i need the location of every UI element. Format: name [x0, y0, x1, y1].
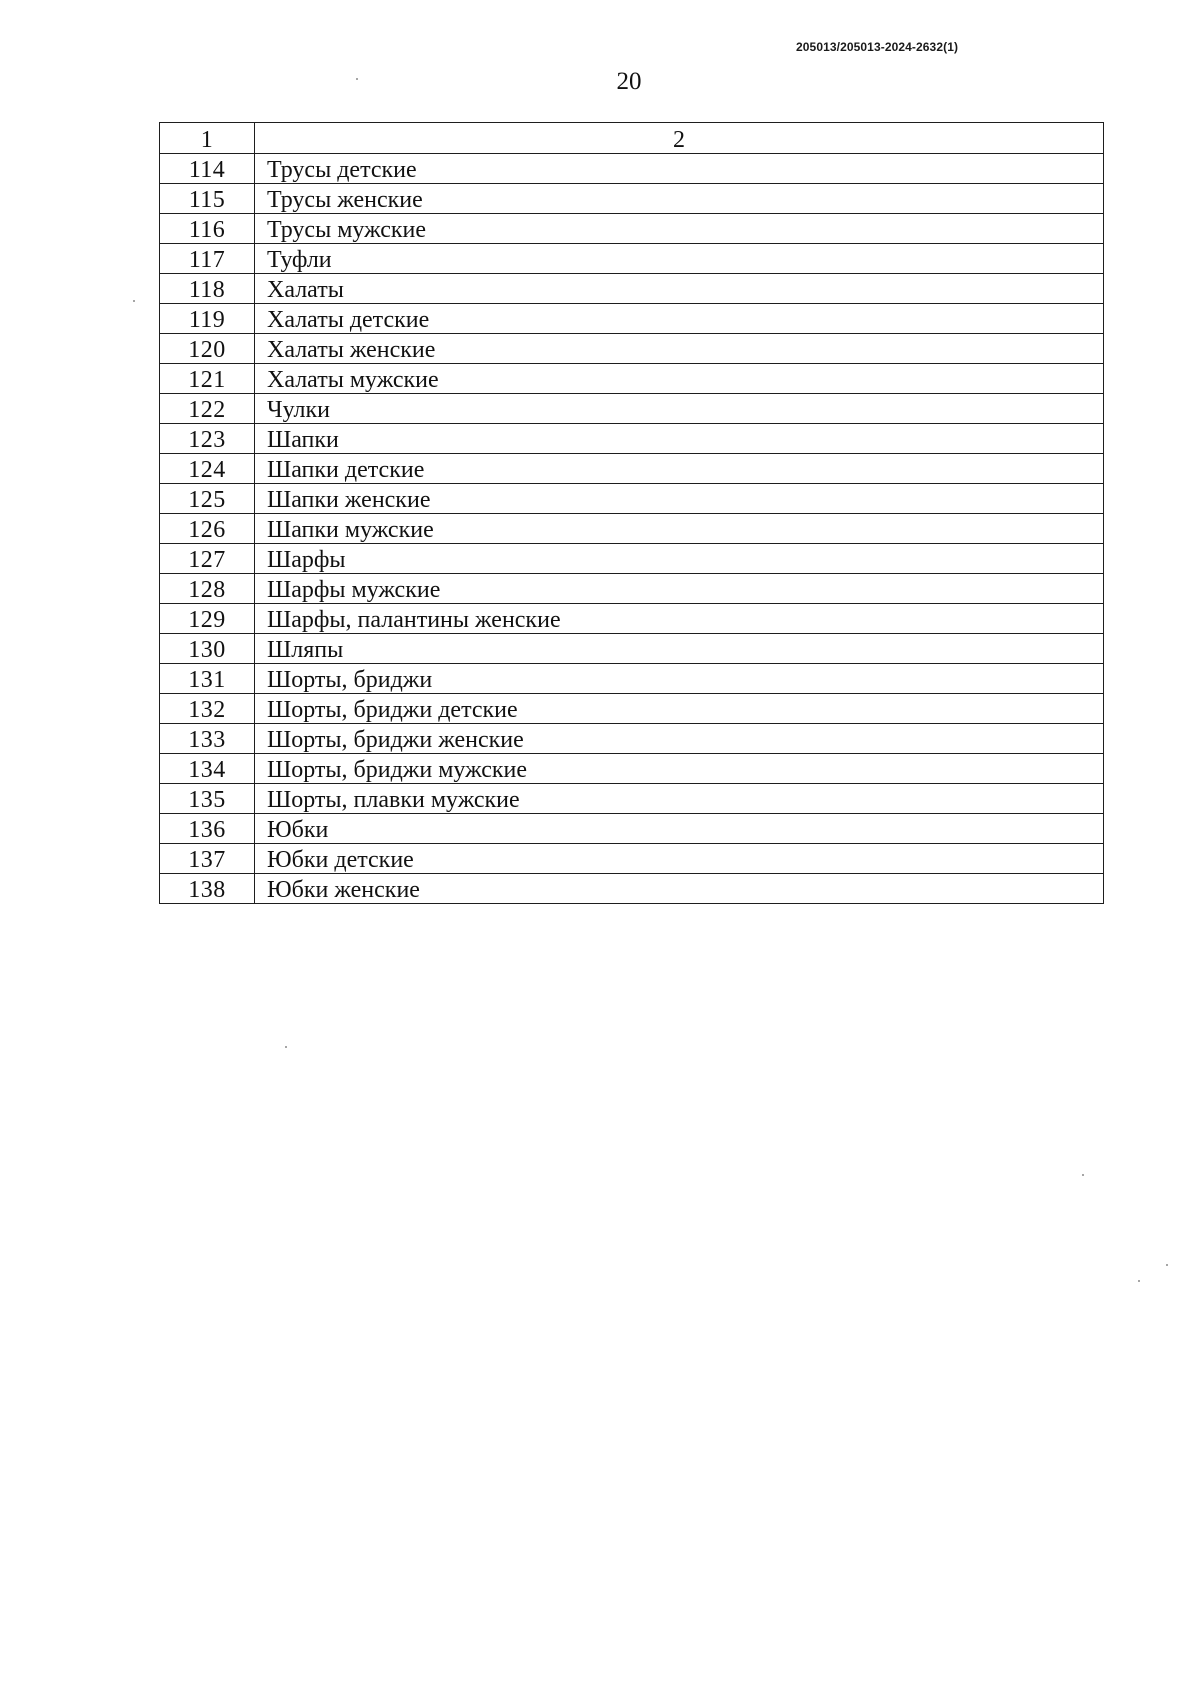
row-number: 132	[160, 694, 255, 724]
row-item-name: Халаты женские	[255, 334, 1104, 364]
row-number: 123	[160, 424, 255, 454]
scan-speck	[1138, 1280, 1140, 1282]
row-item-name: Шапки	[255, 424, 1104, 454]
table-row	[160, 724, 1104, 754]
row-item-name: Шорты, бриджи женские	[255, 724, 1104, 754]
row-number: 138	[160, 874, 255, 904]
row-item-name: Юбки детские	[255, 844, 1104, 874]
row-number: 125	[160, 484, 255, 514]
items-table	[159, 122, 1104, 904]
table-row	[160, 634, 1104, 664]
row-item-name: Юбки	[255, 814, 1104, 844]
row-item-name: Шарфы	[255, 544, 1104, 574]
row-number: 121	[160, 364, 255, 394]
row-item-name: Шляпы	[255, 634, 1104, 664]
scan-speck	[356, 78, 358, 80]
row-number: 130	[160, 634, 255, 664]
row-item-name: Шапки женские	[255, 484, 1104, 514]
page-number: 20	[616, 68, 642, 95]
table-row	[160, 394, 1104, 424]
row-number: 135	[160, 784, 255, 814]
scan-speck	[1082, 1174, 1084, 1176]
table-row	[160, 184, 1104, 214]
row-number: 134	[160, 754, 255, 784]
row-item-name: Шорты, плавки мужские	[255, 784, 1104, 814]
table-row	[160, 664, 1104, 694]
scan-speck	[285, 1046, 287, 1048]
table-row	[160, 694, 1104, 724]
table-row	[160, 544, 1104, 574]
table-row	[160, 304, 1104, 334]
scan-speck	[133, 300, 135, 302]
row-number: 116	[160, 214, 255, 244]
table-row	[160, 844, 1104, 874]
row-item-name: Шорты, бриджи мужские	[255, 754, 1104, 784]
row-item-name: Шарфы, палантины женские	[255, 604, 1104, 634]
row-item-name: Шорты, бриджи детские	[255, 694, 1104, 724]
row-number: 127	[160, 544, 255, 574]
row-item-name: Трусы детские	[255, 154, 1104, 184]
row-number: 136	[160, 814, 255, 844]
column-header-number: 1	[160, 123, 255, 154]
row-number: 126	[160, 514, 255, 544]
column-header-name: 2	[255, 123, 1104, 154]
table-row	[160, 334, 1104, 364]
document-id: 205013/205013-2024-2632(1)	[796, 40, 959, 54]
row-number: 119	[160, 304, 255, 334]
table-row	[160, 484, 1104, 514]
row-number: 120	[160, 334, 255, 364]
row-item-name: Шорты, бриджи	[255, 664, 1104, 694]
row-number: 133	[160, 724, 255, 754]
row-item-name: Шапки детские	[255, 454, 1104, 484]
row-item-name: Шарфы мужские	[255, 574, 1104, 604]
table-row	[160, 364, 1104, 394]
table-row	[160, 214, 1104, 244]
table-row	[160, 244, 1104, 274]
row-number: 128	[160, 574, 255, 604]
row-item-name: Халаты детские	[255, 304, 1104, 334]
table-row	[160, 814, 1104, 844]
row-number: 122	[160, 394, 255, 424]
row-item-name: Трусы мужские	[255, 214, 1104, 244]
row-item-name: Трусы женские	[255, 184, 1104, 214]
row-number: 114	[160, 154, 255, 184]
table-row	[160, 154, 1104, 184]
table-row	[160, 784, 1104, 814]
table-row	[160, 574, 1104, 604]
row-number: 118	[160, 274, 255, 304]
row-item-name: Чулки	[255, 394, 1104, 424]
table-row	[160, 604, 1104, 634]
row-item-name: Туфли	[255, 244, 1104, 274]
table-row	[160, 274, 1104, 304]
row-number: 129	[160, 604, 255, 634]
row-item-name: Шапки мужские	[255, 514, 1104, 544]
row-number: 115	[160, 184, 255, 214]
row-number: 117	[160, 244, 255, 274]
row-number: 124	[160, 454, 255, 484]
row-number: 131	[160, 664, 255, 694]
row-item-name: Халаты	[255, 274, 1104, 304]
scan-speck	[1166, 1264, 1168, 1266]
table-row	[160, 454, 1104, 484]
table-row	[160, 424, 1104, 454]
table-header-row	[160, 123, 1104, 154]
row-number: 137	[160, 844, 255, 874]
table-row	[160, 874, 1104, 904]
row-item-name: Халаты мужские	[255, 364, 1104, 394]
table-row	[160, 754, 1104, 784]
row-item-name: Юбки женские	[255, 874, 1104, 904]
table-row	[160, 514, 1104, 544]
